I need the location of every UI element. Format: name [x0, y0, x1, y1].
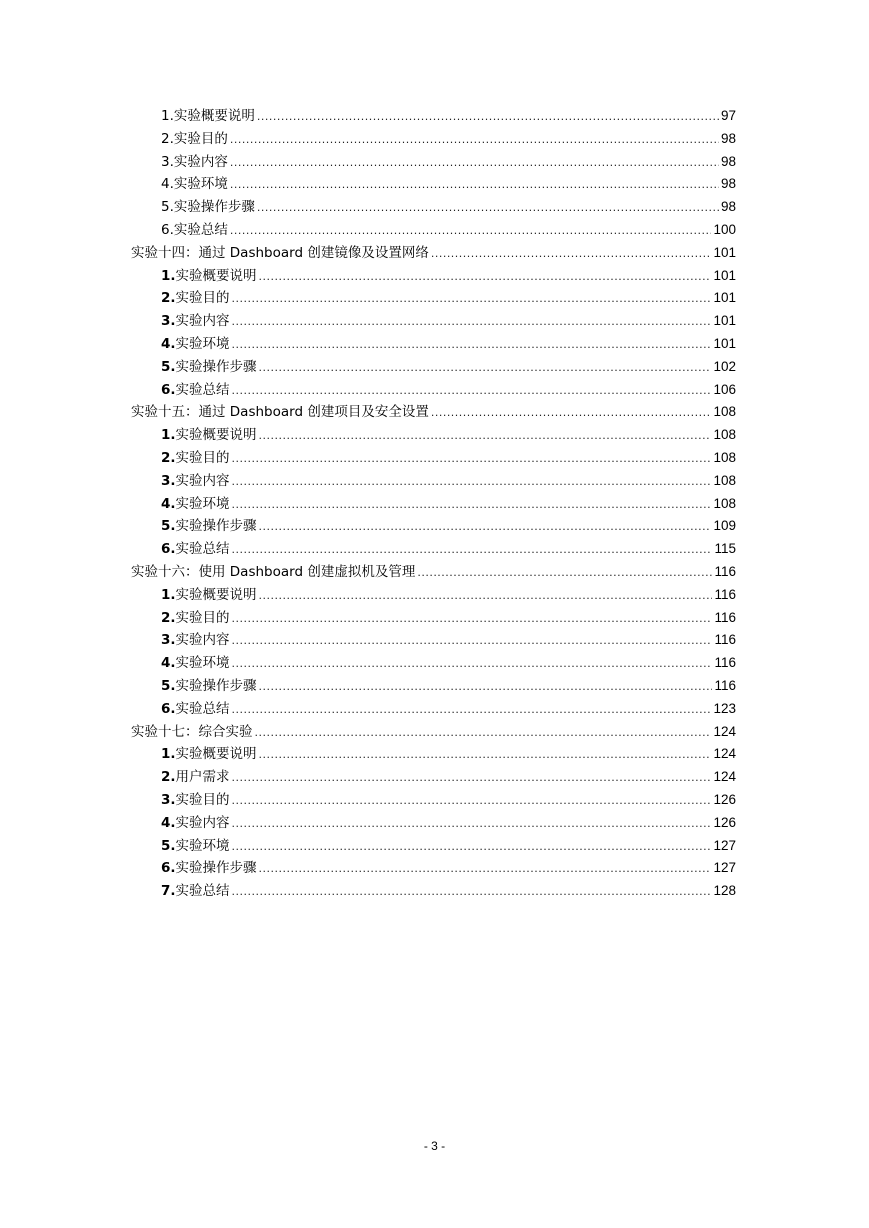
toc-entry-number: 5.: [161, 677, 176, 694]
toc-entry-title: 实验总结: [175, 700, 230, 717]
toc-section-entry[interactable]: [131, 105, 736, 128]
toc-entry-title: 实验总结: [175, 883, 230, 900]
toc-dot-leader: [259, 266, 712, 289]
toc-section-entry[interactable]: [131, 538, 736, 561]
toc-section-entry[interactable]: [131, 857, 736, 880]
toc-entry-number: 1.: [161, 427, 176, 444]
toc-dot-leader: [230, 220, 712, 243]
toc-entry-title: 实验概要说明: [175, 267, 257, 284]
toc-section-entry[interactable]: [131, 310, 736, 333]
toc-dot-leader: [257, 106, 719, 129]
toc-page-number: 101: [713, 290, 736, 306]
toc-page-number: 98: [720, 153, 736, 169]
toc-dot-leader: [230, 129, 719, 152]
toc-entry-title: 实验十五：通过 Dashboard 创建项目及安全设置: [131, 404, 429, 421]
toc-entry-number: 3.: [161, 632, 176, 649]
toc-entry-title: 实验操作步骤: [175, 860, 257, 877]
toc-section-entry[interactable]: [131, 584, 736, 607]
toc-section-entry[interactable]: [131, 287, 736, 310]
toc-dot-leader: [232, 471, 712, 494]
toc-page-number: 97: [720, 108, 736, 123]
toc-section-entry[interactable]: [131, 356, 736, 379]
toc-entry-title: 实验内容: [173, 153, 228, 170]
toc-section-entry[interactable]: [131, 447, 736, 470]
toc-page-number: 127: [713, 860, 736, 876]
toc-section-entry[interactable]: [131, 219, 736, 242]
toc-page-number: 108: [713, 427, 736, 443]
toc-section-entry[interactable]: [131, 333, 736, 356]
toc-entry-number: 3.: [161, 313, 176, 330]
table-of-contents: [131, 105, 736, 903]
toc-section-entry[interactable]: [131, 470, 736, 493]
toc-dot-leader: [232, 494, 712, 517]
toc-section-entry[interactable]: [131, 515, 736, 538]
toc-section-entry[interactable]: [131, 880, 736, 903]
toc-entry-number: 2.: [161, 130, 174, 147]
toc-chapter-entry[interactable]: [131, 242, 736, 265]
toc-entry-number: 6.: [161, 221, 174, 238]
toc-page-number: 100: [713, 221, 736, 237]
toc-entry-title: 实验概要说明: [173, 108, 255, 124]
toc-entry-title: 实验目的: [173, 130, 228, 147]
toc-dot-leader: [431, 402, 712, 425]
toc-entry-title: 实验内容: [175, 814, 230, 831]
toc-page-number: 126: [713, 791, 736, 807]
toc-entry-title: 实验内容: [175, 313, 230, 330]
toc-entry-number: 2.: [161, 769, 176, 786]
toc-entry-title: 实验十四：通过 Dashboard 创建镜像及设置网络: [131, 244, 429, 261]
toc-dot-leader: [232, 790, 712, 813]
toc-entry-number: 6.: [161, 541, 176, 558]
toc-page-number: 98: [720, 130, 736, 146]
toc-entry-number: 7.: [161, 883, 176, 900]
toc-dot-leader: [259, 425, 712, 448]
toc-entry-title: 实验概要说明: [175, 746, 257, 763]
toc-page-number: 101: [713, 244, 736, 260]
toc-section-entry[interactable]: [131, 766, 736, 789]
toc-entry-number: 6.: [161, 700, 176, 717]
toc-entry-title: 实验十六：使用 Dashboard 创建虚拟机及管理: [131, 563, 416, 580]
toc-dot-leader: [417, 562, 712, 585]
toc-dot-leader: [232, 813, 712, 836]
toc-dot-leader: [232, 836, 712, 859]
toc-section-entry[interactable]: [131, 196, 736, 219]
toc-dot-leader: [259, 516, 712, 539]
toc-page-number: 98: [720, 176, 736, 192]
toc-entry-title: 实验环境: [175, 495, 230, 512]
toc-entry-title: 实验环境: [175, 335, 230, 352]
toc-section-entry[interactable]: [131, 173, 736, 196]
toc-page-number: 124: [713, 769, 736, 785]
toc-entry-number: 3.: [161, 472, 176, 489]
toc-entry-number: 2.: [161, 449, 176, 466]
toc-dot-leader: [257, 197, 719, 220]
toc-dot-leader: [232, 539, 713, 562]
toc-dot-leader: [232, 630, 713, 653]
toc-entry-number: 4.: [161, 655, 176, 672]
toc-chapter-entry[interactable]: [131, 401, 736, 424]
toc-section-entry[interactable]: [131, 698, 736, 721]
toc-dot-leader: [255, 722, 712, 745]
toc-entry-title: 实验环境: [173, 176, 228, 193]
toc-chapter-entry[interactable]: [131, 561, 736, 584]
toc-dot-leader: [259, 585, 713, 608]
toc-dot-leader: [230, 152, 719, 175]
toc-section-entry[interactable]: [131, 629, 736, 652]
toc-dot-leader: [232, 334, 712, 357]
toc-section-entry[interactable]: [131, 128, 736, 151]
toc-section-entry[interactable]: [131, 652, 736, 675]
toc-section-entry[interactable]: [131, 151, 736, 174]
toc-entry-number: 5.: [161, 837, 176, 854]
toc-entry-number: 1.: [161, 108, 174, 124]
toc-section-entry[interactable]: [131, 265, 736, 288]
toc-entry-title: 实验总结: [175, 541, 230, 558]
toc-page-number: 101: [713, 267, 736, 283]
toc-page-number: 124: [713, 746, 736, 762]
toc-section-entry[interactable]: [131, 379, 736, 402]
toc-page-number: 116: [714, 586, 736, 602]
toc-page-number: 127: [713, 837, 736, 853]
toc-page-number: 106: [713, 381, 736, 397]
toc-section-entry[interactable]: [131, 835, 736, 858]
toc-entry-number: 4.: [161, 176, 174, 193]
toc-entry-number: 1.: [161, 586, 176, 603]
toc-page-number: 128: [713, 883, 736, 899]
toc-page-number: 98: [720, 199, 736, 215]
toc-entry-number: 5.: [161, 518, 176, 535]
toc-section-entry[interactable]: [131, 493, 736, 516]
toc-entry-title: 用户需求: [175, 769, 230, 786]
toc-entry-title: 实验操作步骤: [175, 677, 257, 694]
toc-page-number: 108: [713, 449, 736, 465]
toc-page-number: 101: [713, 313, 736, 329]
toc-dot-leader: [259, 676, 713, 699]
toc-page-number: 108: [713, 404, 736, 420]
toc-page-number: 108: [713, 495, 736, 511]
toc-page-number: 116: [714, 563, 736, 579]
toc-page-number: 101: [713, 335, 736, 351]
toc-section-entry[interactable]: [131, 675, 736, 698]
toc-dot-leader: [232, 311, 712, 334]
toc-entry-title: 实验目的: [175, 449, 230, 466]
toc-entry-number: 4.: [161, 495, 176, 512]
toc-page-number: 108: [713, 472, 736, 488]
toc-dot-leader: [232, 699, 712, 722]
toc-page-number: 123: [713, 700, 736, 716]
toc-chapter-entry[interactable]: [131, 721, 736, 744]
toc-entry-title: 实验总结: [175, 381, 230, 398]
toc-section-entry[interactable]: [131, 424, 736, 447]
toc-entry-number: 5.: [161, 358, 176, 375]
toc-dot-leader: [232, 380, 712, 403]
toc-page-number: 126: [713, 814, 736, 830]
toc-dot-leader: [259, 858, 712, 881]
toc-entry-number: 2.: [161, 290, 176, 307]
toc-entry-number: 4.: [161, 335, 176, 352]
toc-dot-leader: [431, 243, 712, 266]
toc-entry-number: 4.: [161, 814, 176, 831]
toc-section-entry[interactable]: [131, 743, 736, 766]
toc-entry-title: 实验操作步骤: [175, 518, 257, 535]
toc-page-number: 116: [714, 655, 736, 671]
toc-dot-leader: [259, 744, 712, 767]
toc-entry-number: 1.: [161, 746, 176, 763]
toc-entry-number: 5.: [161, 199, 174, 216]
toc-page-number: 109: [713, 518, 736, 534]
toc-page-number: 116: [714, 632, 736, 648]
toc-dot-leader: [232, 608, 713, 631]
toc-dot-leader: [232, 448, 712, 471]
toc-entry-number: 3.: [161, 791, 176, 808]
toc-entry-title: 实验环境: [175, 837, 230, 854]
toc-entry-number: 1.: [161, 267, 176, 284]
toc-dot-leader: [230, 174, 719, 197]
toc-entry-title: 实验操作步骤: [175, 358, 257, 375]
toc-dot-leader: [232, 288, 712, 311]
toc-page-number: 116: [714, 677, 736, 693]
toc-section-entry[interactable]: [131, 789, 736, 812]
toc-dot-leader: [232, 653, 713, 676]
toc-entry-title: 实验内容: [175, 472, 230, 489]
toc-entry-number: 2.: [161, 609, 176, 626]
toc-dot-leader: [259, 357, 712, 380]
toc-dot-leader: [232, 767, 712, 790]
toc-entry-title: 实验总结: [173, 221, 228, 238]
toc-entry-number: 3.: [161, 153, 174, 170]
toc-entry-title: 实验内容: [175, 632, 230, 649]
toc-entry-title: 实验十七：综合实验: [131, 723, 253, 740]
toc-section-entry[interactable]: [131, 607, 736, 630]
toc-page-number: 115: [714, 541, 736, 557]
toc-entry-title: 实验概要说明: [175, 427, 257, 444]
toc-entry-title: 实验目的: [175, 609, 230, 626]
toc-dot-leader: [232, 881, 712, 904]
toc-page-number: 102: [713, 358, 736, 374]
toc-entry-title: 实验目的: [175, 791, 230, 808]
toc-page-number: 116: [714, 609, 736, 625]
toc-entry-title: 实验环境: [175, 655, 230, 672]
toc-page-number: 124: [713, 723, 736, 739]
toc-entry-number: 6.: [161, 381, 176, 398]
toc-section-entry[interactable]: [131, 812, 736, 835]
page-number-footer: - 3 -: [423, 1139, 446, 1153]
toc-entry-title: 实验概要说明: [175, 586, 257, 603]
toc-entry-title: 实验目的: [175, 290, 230, 307]
toc-entry-number: 6.: [161, 860, 176, 877]
toc-entry-title: 实验操作步骤: [173, 199, 255, 216]
